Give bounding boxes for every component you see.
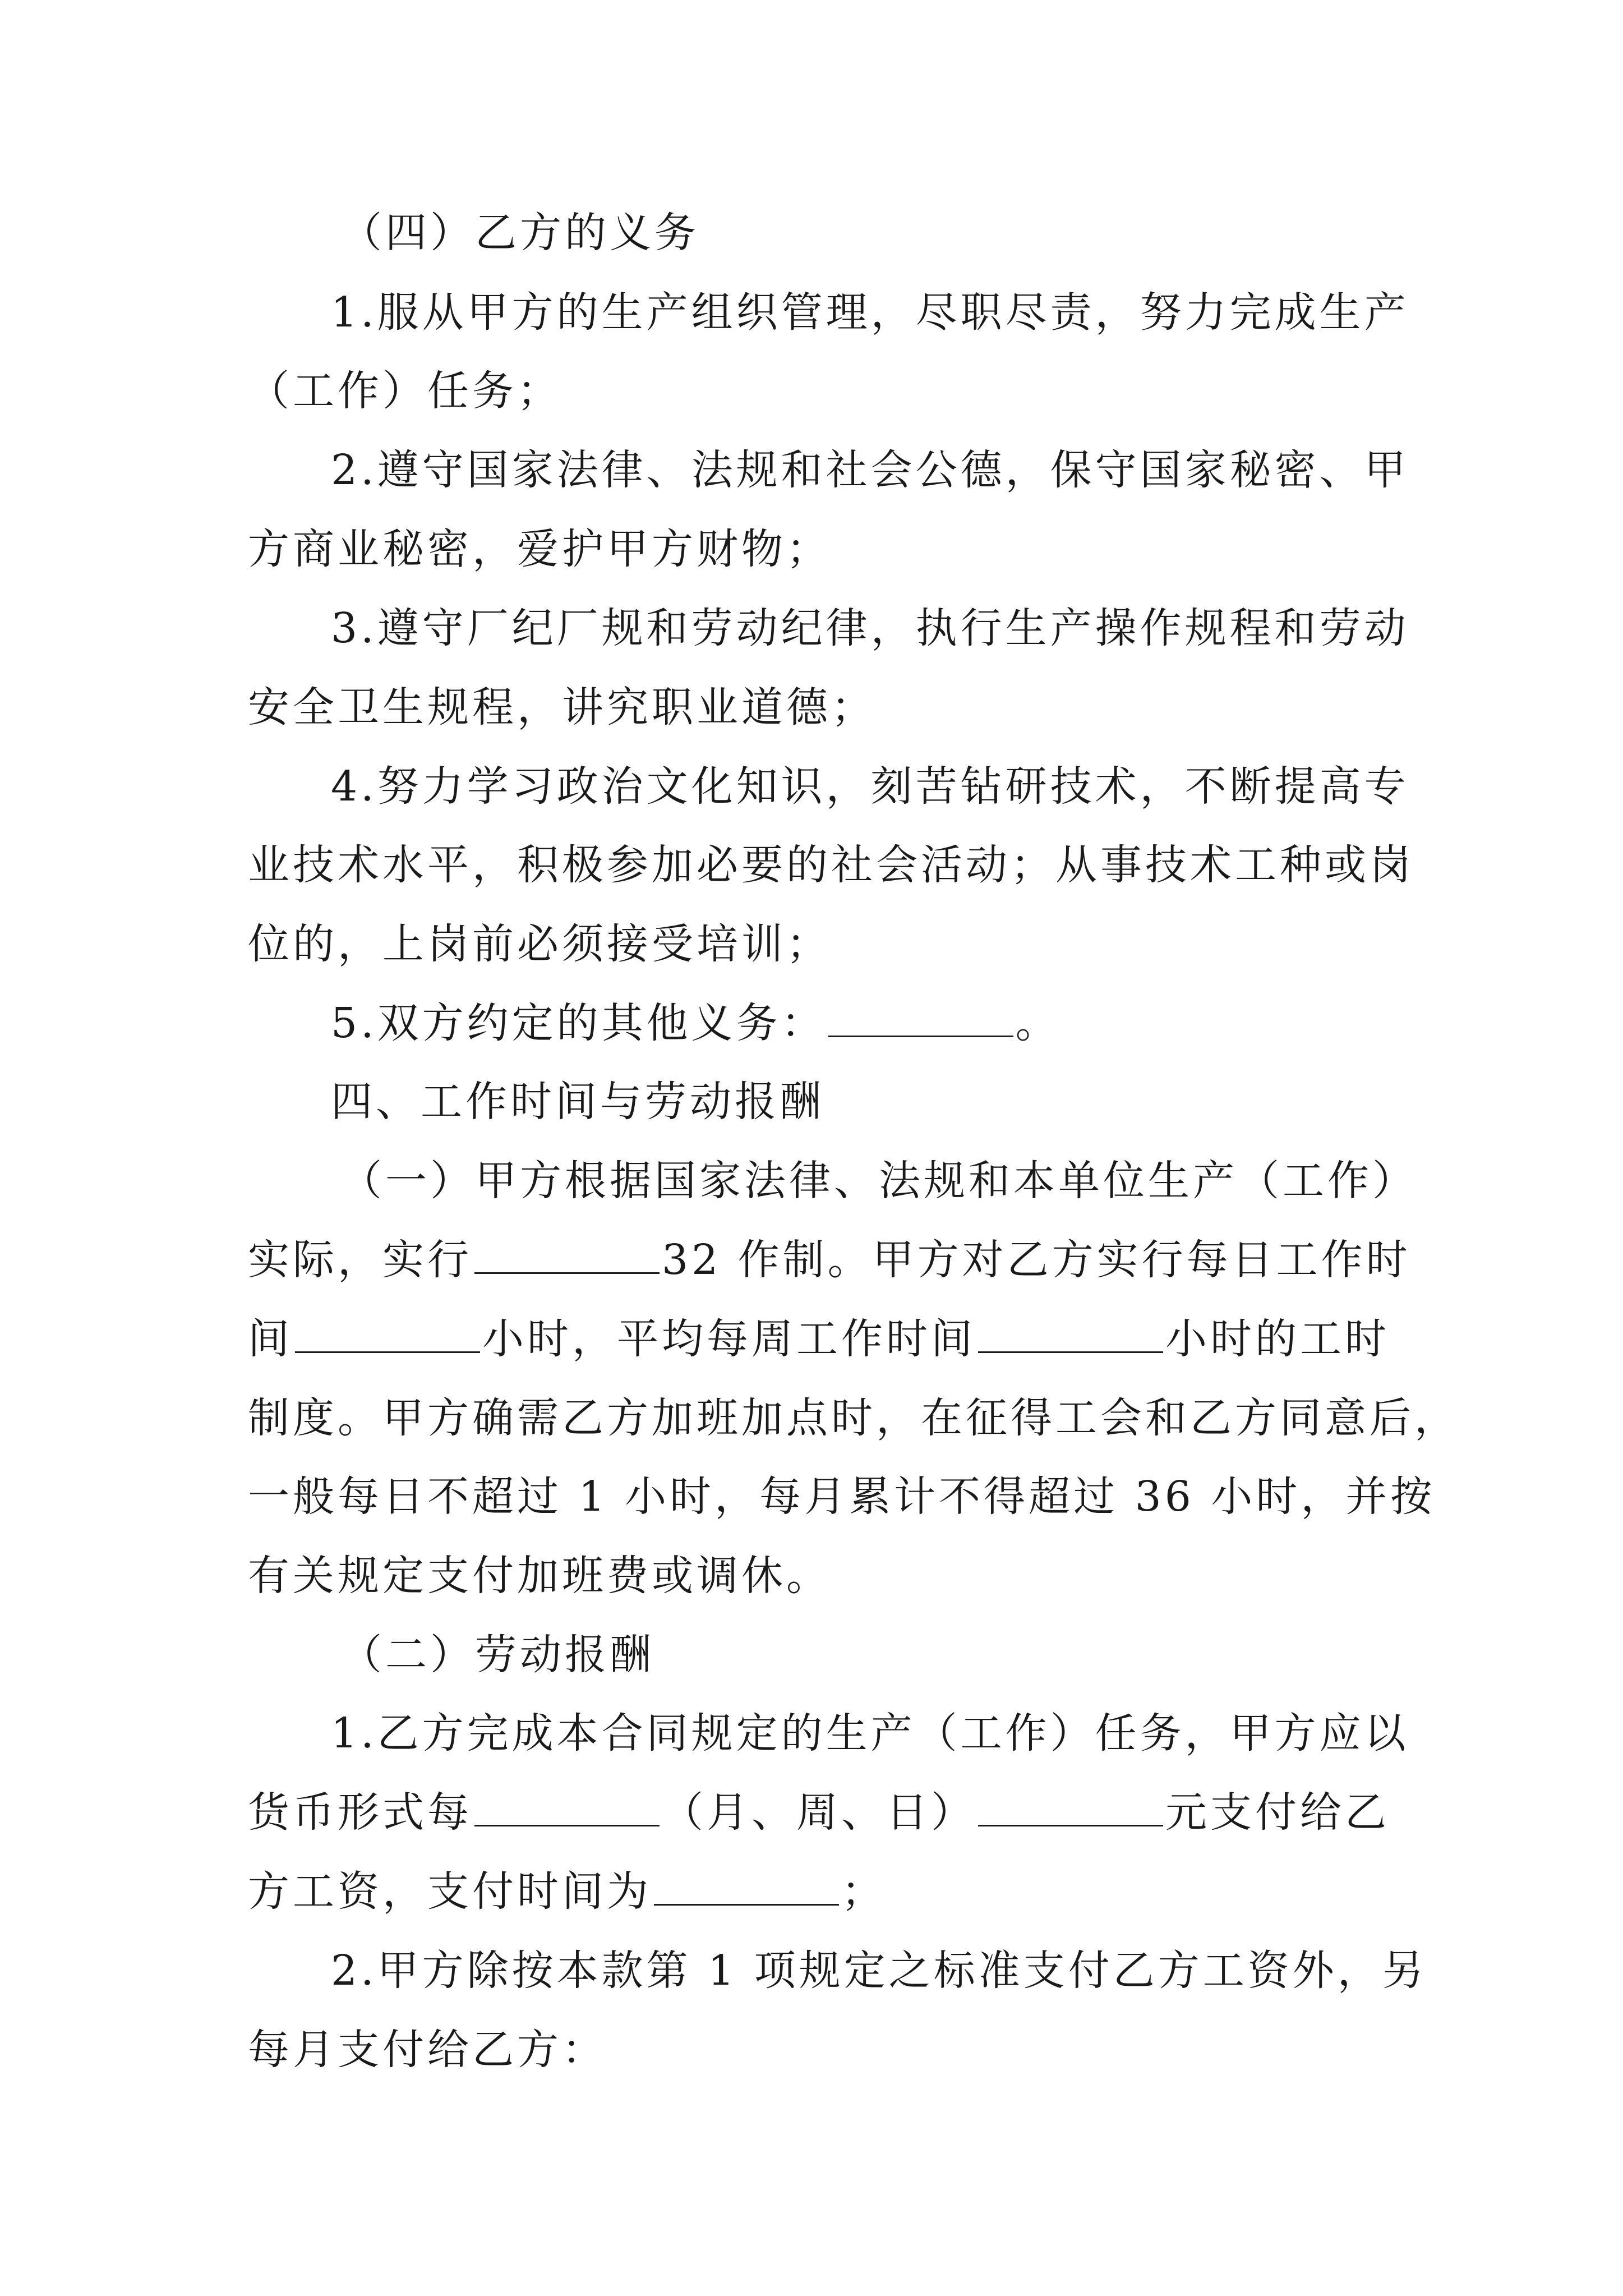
paragraph-line: 一般每日不超过 1 小时，每月累计不得超过 36 小时，并按: [248, 1473, 1436, 1521]
section-heading-remuneration: （二）劳动报酬: [340, 1631, 654, 1679]
paragraph-line: 1.乙方完成本合同规定的生产（工作）任务，甲方应以: [331, 1709, 1409, 1757]
paragraph-line: 有关规定支付加班费或调休。: [248, 1552, 831, 1600]
fill-in-blank: [474, 1237, 660, 1274]
paragraph-line: 制度。甲方确需乙方加班加点时，在征得工会和乙方同意后，: [248, 1394, 1459, 1442]
paragraph-line: 2.遵守国家法律、法规和社会公德，保守国家秘密、甲: [331, 446, 1409, 494]
section-heading-work-hours: 四、工作时间与劳动报酬: [331, 1078, 824, 1126]
fill-in-blank: [295, 1317, 480, 1353]
paragraph-line: 每月支付给乙方：: [248, 2026, 607, 2074]
paragraph-line: 实际，实行 32 作制。甲方对乙方实行每日工作时: [248, 1236, 1411, 1284]
fill-in-blank: [828, 1001, 1013, 1037]
section-heading-party-b-obligations: （四）乙方的义务: [340, 209, 699, 257]
paragraph-line: 4.努力学习政治文化知识，刻苦钻研技术，不断提高专: [331, 762, 1409, 811]
paragraph-line: 业技术水平，积极参加必要的社会活动；从事技术工种或岗: [248, 841, 1414, 889]
paragraph-line: 3.遵守厂纪厂规和劳动纪律，执行生产操作规程和劳动: [331, 604, 1409, 652]
paragraph-line: 位的，上岗前必须接受培训；: [248, 920, 831, 968]
paragraph-line: 2.甲方除按本款第 1 项规定之标准支付乙方工资外，另: [331, 1947, 1427, 1995]
paragraph-line: 间 小时，平均每周工作时间 小时的工时: [248, 1315, 1390, 1363]
fill-in-blank: [474, 1790, 660, 1826]
paragraph-line: 方工资，支付时间为 ；: [248, 1867, 886, 1916]
paragraph-line: 5.双方约定的其他义务： 。: [331, 999, 1061, 1047]
paragraph-line: 1.服从甲方的生产组织管理，尽职尽责，努力完成生产: [331, 288, 1409, 337]
paragraph-line: 货币形式每 （月、周、日） 元支付给乙: [248, 1788, 1390, 1837]
paragraph-line: 安全卫生规程，讲究职业道德；: [248, 683, 876, 731]
fill-in-blank: [978, 1317, 1163, 1353]
paragraph-line: （一）甲方根据国家法律、法规和本单位生产（工作）: [340, 1157, 1417, 1205]
fill-in-blank: [978, 1790, 1163, 1826]
paragraph-line: （工作）任务；: [248, 367, 562, 415]
fill-in-blank: [654, 1869, 839, 1906]
paragraph-line: 方商业秘密，爱护甲方财物；: [248, 525, 831, 573]
